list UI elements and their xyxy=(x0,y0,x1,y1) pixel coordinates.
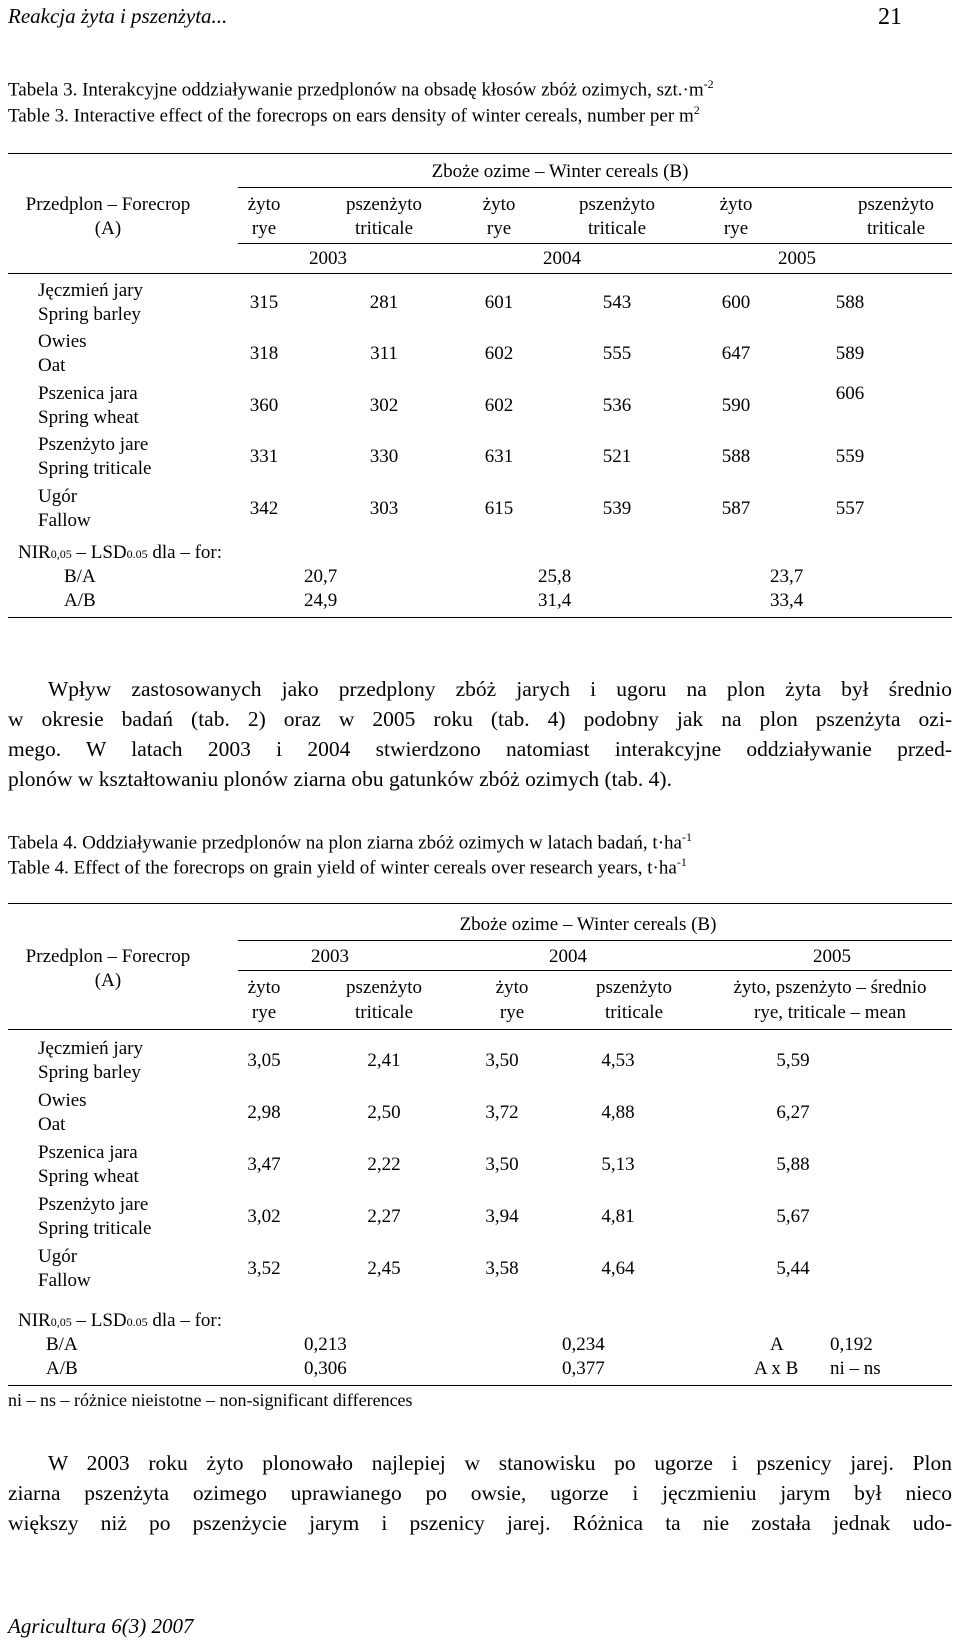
table3-col3-pl: żyto xyxy=(482,194,516,215)
table4-cell: 5,13 xyxy=(601,1154,635,1175)
table4-cell: 6,27 xyxy=(776,1102,810,1123)
table4-row-label-pl: Ugór xyxy=(38,1246,78,1267)
table4-cell: 2,27 xyxy=(367,1206,401,1227)
table3-cell: 602 xyxy=(484,395,514,416)
table4-cell: 5,67 xyxy=(776,1206,810,1227)
table3-cell: 602 xyxy=(484,343,514,364)
table3-cell: 647 xyxy=(721,343,751,364)
table4-col4-en: triticale xyxy=(604,1002,664,1023)
table4-cell: 3,02 xyxy=(247,1206,281,1227)
table4-cell: 4,88 xyxy=(601,1102,635,1123)
table3-year-2005: 2005 xyxy=(778,248,816,269)
table3-cell: 631 xyxy=(484,446,514,467)
table4-cell: 3,58 xyxy=(485,1258,519,1279)
table3-cell: 606 xyxy=(835,383,865,404)
paragraph-2: W 2003 roku żyto plonowało najlepiej w stanowisku po ugorze i pszenicy jarej. Plon ziarna pszenżyta ozimego uprawianego po owsie, ugorze i jęczmieniu jarym był nieco większy niż po pszenżycie jarym i pszenicy jarej. Różnica ta nie została jednak udo- xyxy=(8,1451,952,1535)
table3-cell: 600 xyxy=(721,292,751,313)
table3-cell: 539 xyxy=(602,498,632,519)
table4-cell: 2,98 xyxy=(247,1102,281,1123)
table3-cell: 557 xyxy=(835,498,865,519)
table3-lsd-ab-label: A/B xyxy=(64,590,96,611)
table4-col1-pl: żyto xyxy=(247,977,281,998)
table3-lsd-ba-2005: 23,7 xyxy=(770,566,804,587)
table4-lsd-ab-2004: 0,377 xyxy=(562,1358,605,1379)
table4-cell: 3,47 xyxy=(247,1154,281,1175)
table3-col1-pl: żyto xyxy=(247,194,281,215)
table4-lsd-ab-2005-value: ni – ns xyxy=(830,1358,881,1379)
table3-row-label-en: Spring wheat xyxy=(38,407,139,428)
table3-row-label-pl: Jęczmień jary xyxy=(38,280,143,301)
table4-cell: 3,05 xyxy=(247,1050,281,1071)
table3-col3-en: rye xyxy=(486,218,512,239)
table3-cell: 559 xyxy=(835,446,865,467)
table4-col5-en: rye, triticale – mean xyxy=(754,1002,906,1023)
table4-bottom-rule xyxy=(8,1385,952,1386)
table3-cell: 589 xyxy=(835,343,865,364)
table3-cell: 615 xyxy=(484,498,514,519)
table4-group-rule xyxy=(238,940,952,941)
table4-lsd-ba-2005-value: 0,192 xyxy=(830,1334,873,1355)
table4-rowhead-line1: Przedplon – Forecrop xyxy=(25,946,191,967)
table3-cell: 360 xyxy=(249,395,279,416)
table4-col2-en: triticale xyxy=(354,1002,414,1023)
table4-cell: 3,94 xyxy=(485,1206,519,1227)
table4-cell: 5,59 xyxy=(776,1050,810,1071)
table3-col1-en: rye xyxy=(251,218,277,239)
table3-cell: 331 xyxy=(249,446,279,467)
table3-col2-pl: pszenżyto xyxy=(346,194,422,215)
table3-lsd-ba-2003: 20,7 xyxy=(304,566,338,587)
table4-lsd-ba-label: B/A xyxy=(46,1334,78,1355)
table3-caption-pl: Tabela 3. Interakcyjne oddziaływanie przedplonów na obsadę kłosów zbóż ozimych, $szt.\cdot m^{-2}$ xyxy=(8,77,714,101)
table3-caption-en: Table 3. Interactive effect of the forecrops on ears density of winter cereals, number per $m^2$ xyxy=(8,103,700,127)
table4-top-rule xyxy=(8,903,952,904)
paragraph-1: Wpływ zastosowanych jako przedplony zbóż jarych i ugoru na plon żyta był średnio w okresie badań (tab. 2) oraz w 2005 roku (tab. 4) podobny jak na plon pszenżyta ozi- mego. W latach 2003 i 2004 stwierdzono natomiast interakcyjne oddziaływanie przed- plonów w kształtowaniu plonów ziarna obu gatunków zbóż ozimych (tab. 4). xyxy=(8,677,952,791)
table4-cell: 4,64 xyxy=(601,1258,635,1279)
table3-lsd-label: NIR0,05 – LSD0.05 dla – for: xyxy=(18,542,223,563)
table3-bottom-rule xyxy=(8,617,952,618)
table4-row-label-pl: Jęczmień jary xyxy=(38,1038,143,1059)
table3-cell: 555 xyxy=(602,343,632,364)
table3-top-rule xyxy=(8,153,952,154)
table3-cell: 536 xyxy=(602,395,632,416)
table3-cell: 302 xyxy=(369,395,399,416)
table3-cell: 590 xyxy=(721,395,751,416)
table4-row-label-pl: Pszenica jara xyxy=(38,1142,138,1163)
table3-col6-pl: pszenżyto xyxy=(858,194,934,215)
table4-cell: 3,50 xyxy=(485,1154,519,1175)
table3-cell: 311 xyxy=(370,343,398,364)
table4-row-label-en: Oat xyxy=(38,1114,66,1135)
table3-row-label-pl: Ugór xyxy=(38,486,78,507)
table4-lsd-ba-2003: 0,213 xyxy=(304,1334,347,1355)
table4-cell: 3,50 xyxy=(485,1050,519,1071)
table3-row-label-en: Fallow xyxy=(38,510,91,531)
table4-col2-pl: pszenżyto xyxy=(346,977,422,998)
table3-lsd-ab-2003: 24,9 xyxy=(304,590,338,611)
table3-cell: 318 xyxy=(249,343,279,364)
table4-cell: 4,53 xyxy=(601,1050,635,1071)
table3-rowhead-line1: Przedplon – Forecrop xyxy=(25,194,191,215)
table4-cell: 2,45 xyxy=(367,1258,401,1279)
table3-col4-en: triticale xyxy=(587,218,647,239)
table4-lsd-ba-2004: 0,234 xyxy=(562,1334,605,1355)
table4-cell: 5,88 xyxy=(776,1154,810,1175)
table4-header-rule xyxy=(8,1029,952,1030)
table3-cell: 601 xyxy=(484,292,514,313)
running-title: Reakcja żyta i pszenżyta... xyxy=(8,4,228,28)
table4-col4-pl: pszenżyto xyxy=(596,977,672,998)
table4-cell: 4,81 xyxy=(601,1206,635,1227)
table4-cell: 2,41 xyxy=(367,1050,401,1071)
table3-cell: 543 xyxy=(602,292,632,313)
journal-footer: Agricultura 6(3) 2007 xyxy=(8,1614,194,1638)
table4-lsd-ab-label: A/B xyxy=(46,1358,78,1379)
table3-col4-pl: pszenżyto xyxy=(579,194,655,215)
table3-row-label-en: Oat xyxy=(38,355,66,376)
table4-row-label-en: Fallow xyxy=(38,1270,91,1291)
table4-row-label-en: Spring barley xyxy=(38,1062,141,1083)
table3-cell: 342 xyxy=(249,498,279,519)
table4-lsd-ab-2005-factor: A x B xyxy=(754,1358,799,1379)
table4-col5-pl: żyto, pszenżyto – średnio xyxy=(733,977,927,998)
table3-cell: 588 xyxy=(835,292,865,313)
table3-lsd-ab-2005: 33,4 xyxy=(770,590,804,611)
table4-year-rule xyxy=(238,970,952,971)
table3-row-label-pl: Pszenica jara xyxy=(38,383,138,404)
table3-col5-en: rye xyxy=(723,218,749,239)
table3-cell: 303 xyxy=(369,498,399,519)
table4-row-label-en: Spring triticale xyxy=(38,1218,152,1239)
table4-cell: 5,44 xyxy=(776,1258,810,1279)
table4-cell: 2,50 xyxy=(367,1102,401,1123)
table4-cell: 2,22 xyxy=(367,1154,401,1175)
table4-lsd-label: NIR0,05 – LSD0.05 dla – for: xyxy=(18,1310,223,1331)
table3-col6-en: triticale xyxy=(866,218,926,239)
table3-rowhead-line2: (A) xyxy=(94,218,122,239)
table3-col2-en: triticale xyxy=(354,218,414,239)
table4-row-label-en: Spring wheat xyxy=(38,1166,139,1187)
table4-col3-en: rye xyxy=(499,1002,525,1023)
table3-group-header: Zboże ozime – Winter cereals (B) xyxy=(431,161,689,182)
table4-footnote: ni – ns – różnice nieistotne – non-significant differences xyxy=(8,1390,413,1410)
table3-cell: 315 xyxy=(249,292,279,313)
table3-lsd-ba-2004: 25,8 xyxy=(538,566,572,587)
page-number: 21 xyxy=(878,4,902,30)
table4-cell: 3,72 xyxy=(485,1102,519,1123)
table3-header-rule xyxy=(8,273,952,274)
table4-col3-pl: żyto xyxy=(495,977,529,998)
table3-col5-pl: żyto xyxy=(719,194,753,215)
table3-lsd-ab-2004: 31,4 xyxy=(538,590,572,611)
table3-cell: 588 xyxy=(721,446,751,467)
table3-row-label-en: Spring triticale xyxy=(38,458,152,479)
table4-year-2005: 2005 xyxy=(813,946,851,967)
table4-lsd-ab-2003: 0,306 xyxy=(304,1358,347,1379)
table4-row-label-pl: Pszenżyto jare xyxy=(38,1194,149,1215)
table3-lsd-ba-label: B/A xyxy=(64,566,96,587)
table3-cell: 587 xyxy=(721,498,751,519)
table3-row-label-pl: Pszenżyto jare xyxy=(38,434,149,455)
table3-cell: 330 xyxy=(369,446,399,467)
table4-cell: 3,52 xyxy=(247,1258,281,1279)
table3-col-rule xyxy=(238,243,952,244)
table3-year-2004: 2004 xyxy=(543,248,581,269)
table4-year-2003: 2003 xyxy=(311,946,349,967)
table4-col1-en: rye xyxy=(251,1002,277,1023)
table3-row-label-pl: Owies xyxy=(38,331,87,352)
table4-caption-pl: Tabela 4. Oddziaływanie przedplonów na plon ziarna zbóż ozimych w latach badań, $t\cdot ha^{-1}$ xyxy=(8,830,692,854)
table4-year-2004: 2004 xyxy=(549,946,587,967)
table4-rowhead-line2: (A) xyxy=(94,970,122,991)
table4-caption-en: Table 4. Effect of the forecrops on grain yield of winter cereals over research years, $t\cdot ha^{-1}$ xyxy=(8,855,687,879)
table4-group-header: Zboże ozime – Winter cereals (B) xyxy=(459,914,717,935)
table3-group-rule xyxy=(238,187,952,188)
table3-year-2003: 2003 xyxy=(309,248,347,269)
table3-cell: 521 xyxy=(602,446,632,467)
table3-row-label-en: Spring barley xyxy=(38,304,141,325)
table3-cell: 281 xyxy=(369,292,399,313)
table4-lsd-ba-2005-factor: A xyxy=(770,1334,784,1355)
table4-row-label-pl: Owies xyxy=(38,1090,87,1111)
